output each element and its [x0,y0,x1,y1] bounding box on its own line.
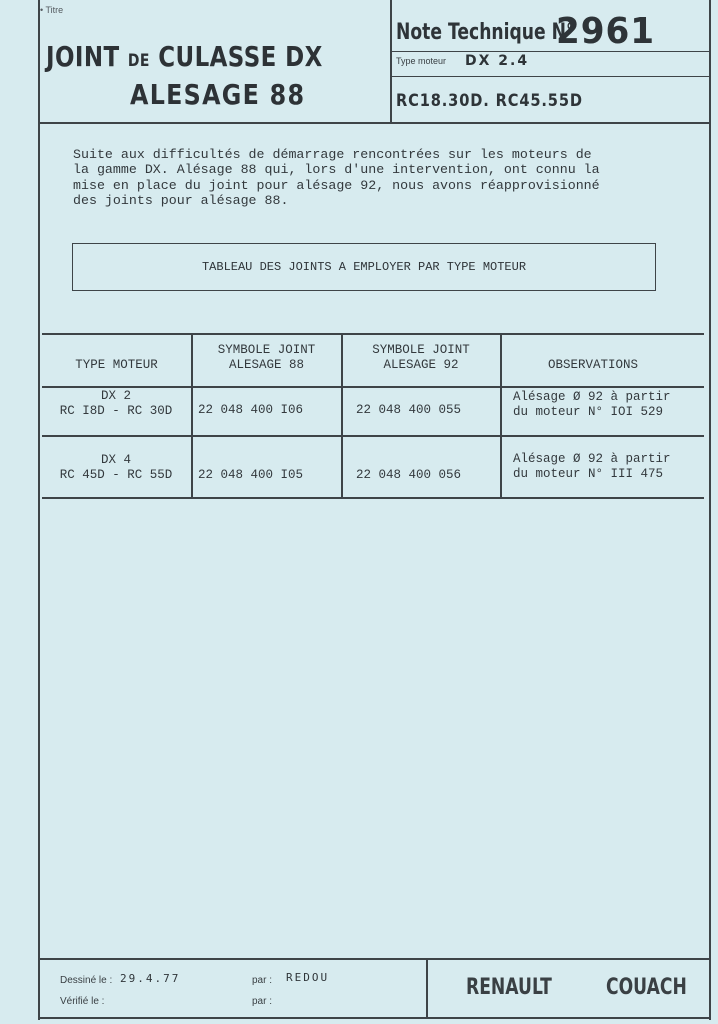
intro-paragraph [73,147,673,208]
frame-left-border [38,0,40,1020]
intro-line: mise en place du joint pour alésage 92, nous avons réapprovisionné [73,177,600,193]
brand-couach: COUACH [606,975,687,1000]
type-moteur-label: Type moteur [396,56,447,66]
intro-line: Suite aux difficultés de démarrage rencontrées sur les moteurs de [73,147,592,162]
table-header-joint-88: SYMBOLE JOINT ALESAGE 88 [217,343,316,372]
table-title-box [72,243,656,291]
par-value: REDOU [286,971,330,984]
frame-right-border [709,0,711,1020]
table-row-line [42,435,704,437]
dessine-date: 29.4.77 [120,972,181,985]
note-technique-number: 2961 [556,11,655,52]
brand-renault: RENAULT [466,975,552,1000]
table-header-type-moteur: TYPE MOTEUR [75,358,158,372]
header-divider-vertical [390,0,392,122]
table-row-1-joint88: 22 048 400 I06 [198,403,304,417]
par2-label: par : [252,996,273,1007]
footer-bottom-line [38,1017,710,1019]
table-header-joint-92: SYMBOLE JOINT ALESAGE 92 [372,343,470,372]
table-row-2-joint88: 22 048 400 I05 [198,468,304,482]
table-row-2-joint92: 22 048 400 056 [356,468,462,482]
table-row-2-observations: Alésage Ø 92 à partir du moteur N° III 475 [513,452,671,481]
table-header-line [42,386,704,388]
titre-label: • Titre [40,5,64,15]
document-title-line2: ALESAGE 88 [130,78,306,111]
table-row-2-type: DX 4 RC 45D - RC 55D [59,453,173,482]
document-title-line1: JOINT DE CULASSE DX [46,40,323,73]
footer-top-line [38,958,710,960]
note-technique-label: Note Technique N° [396,20,575,45]
dessine-label: Dessiné le : [60,975,113,986]
table-row-1-joint92: 22 048 400 055 [356,403,462,417]
header-right-rule-2 [390,76,710,77]
footer-divider-vertical [426,958,428,1018]
table-top-line [42,333,704,335]
intro-line: la gamme DX. Alésage 88 qui, lors d'une intervention, ont connu la [73,162,600,178]
type-moteur-value: DX 2.4 [465,53,530,69]
table-title: TABLEAU DES JOINTS A EMPLOYER PAR TYPE MOTEUR [201,260,527,274]
verifie-label: Vérifié le : [60,996,105,1007]
table-bottom-line [42,497,704,499]
table-header-observations: OBSERVATIONS [547,358,638,372]
table-row-1-type: DX 2 RC I8D - RC 30D [59,389,173,418]
header-bottom-line [38,122,710,124]
table-row-1-observations: Alésage Ø 92 à partir du moteur N° IOI 529 [513,390,671,419]
header-right-rule-1 [390,51,710,52]
intro-line: des joints pour alésage 88. [73,192,289,208]
model-list: RC18.30D. RC45.55D [396,91,583,111]
par-label: par : [252,975,273,986]
